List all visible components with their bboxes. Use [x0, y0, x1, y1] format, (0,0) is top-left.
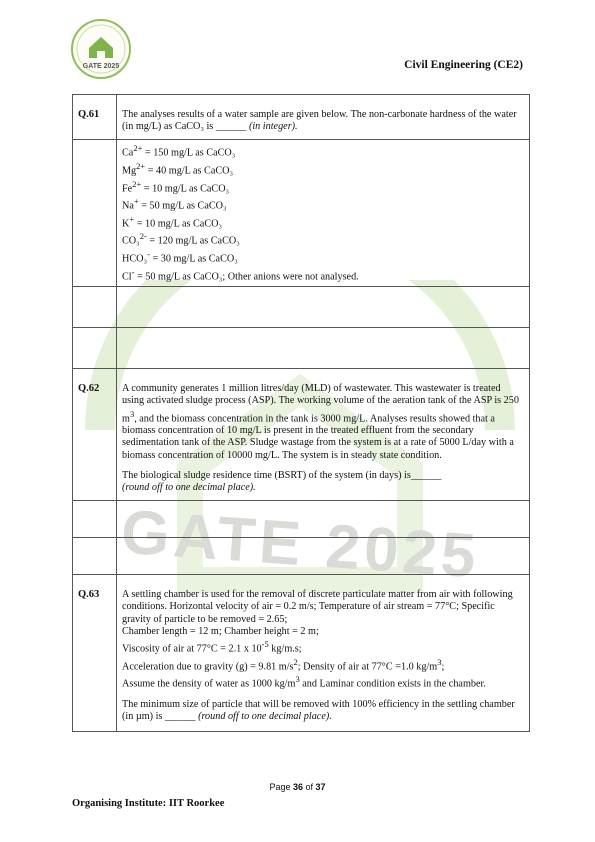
- empty-row: [73, 538, 530, 575]
- empty-row: [73, 501, 530, 538]
- ion-entry: K+ = 10 mg/L as CaCO₃: [122, 213, 223, 230]
- gate-logo: [70, 18, 132, 80]
- ion-entry: Na+ = 50 mg/L as CaCO₃: [122, 196, 227, 212]
- question-number: Q.62: [73, 369, 117, 501]
- ion-entry: $Ca^{2+} = 150$ mg/L as CaCO₃: [122, 143, 236, 159]
- question-63-paragraph: A settling chamber is used for the removal of discrete particulate matter from air with following conditions. Horizontal velocity of air = 0.2 m/s; Temperature of air stream = 77°C; Specific gravity of particle to be removed = 2.65; Chamber length = 12 m; Chamber height = 2 m; Viscosity of air at 77°C = 2.1 x $10^{-5}$ kg/m.s; Acceleration due to gravity (g) = 9.81 $m/s^2$; Density of air at 77°C =1.0 $kg/m^3$; Assume the density of water as 1000 $kg/m^3$ and Laminar condition exists in the chamber.: [122, 589, 513, 690]
- question-table: [72, 94, 530, 732]
- question-row-62: [73, 369, 530, 501]
- ion-entry: CO₃$^{2-}$ = 120 mg/L as CaCO₃: [122, 231, 240, 247]
- question-row-61: [73, 95, 530, 140]
- answer-format: (in integer).: [248, 121, 298, 133]
- question-row-63: [73, 575, 530, 732]
- ion-entry: Cl- = 50 mg/L as CaCO₃; Other anions were not analysed.: [122, 266, 359, 282]
- ion-entry: HCO₃- = 30 mg/L as CaCO₃: [122, 248, 238, 265]
- question-number: Q.63: [73, 575, 117, 732]
- question-text: [117, 95, 530, 140]
- ion-entry: $Fe^{2+} = 10$ mg/L as CaCO₃: [122, 178, 230, 194]
- empty-row: [73, 287, 530, 328]
- watermark-text: GATE 2025: [119, 497, 482, 592]
- ion-entry: $Mg^{2+} = 40$ mg/L as CaCO₃: [122, 161, 234, 177]
- question-62-prompt: The biological sludge residence time (BSRT) of the system (in days) is______ (round off to one decimal place).: [122, 469, 442, 493]
- question-61-text: The analyses results of a water sample are given below. The non-carbonate hardness of the water (in mg/L) as CaCO₃ is ______: [122, 109, 517, 133]
- course-title: Civil Engineering (CE2): [404, 59, 523, 71]
- ion-list: [117, 140, 530, 287]
- page-number: Page 36 of 37: [269, 782, 326, 792]
- logo-text: GATE 2025: [82, 63, 120, 70]
- answer-format: (round off to one decimal place).: [198, 710, 332, 722]
- question-63-prompt: The minimum size of particle that will be removed with 100% efficiency in the settling chamber (in µm) is ______ (round off to one decimal place).: [122, 698, 515, 722]
- question-62-paragraph: A community generates 1 million litres/day (MLD) of wastewater. This wastewater is treated using activated sludge process (ASP). The working volume of the aeration tank of the ASP is 250 $m^3$, and the biomass concentration in the tank is 3000 mg/L. Analyses results showed that a biomass concentration of 10 mg/L is present in the treated effluent from the secondary sedimentation tank of the ASP. Sludge wastage from the system is at a rate of 5000 L/day with a biomass concentration of 10000 mg/L. The system is in steady state condition.: [122, 383, 519, 461]
- answer-format: (round off to one decimal place).: [122, 481, 256, 493]
- question-text: [117, 575, 530, 732]
- question-text: [117, 369, 530, 501]
- empty-row: [73, 328, 530, 369]
- organising-institute: Organising Institute: IIT Roorkee: [72, 798, 225, 809]
- ion-list-row: [73, 140, 530, 287]
- question-number: Q.61: [73, 95, 117, 140]
